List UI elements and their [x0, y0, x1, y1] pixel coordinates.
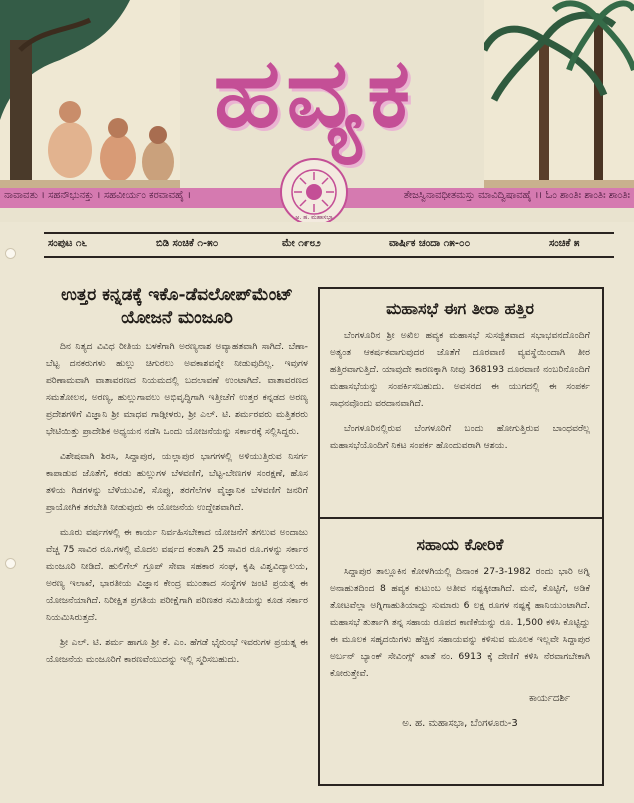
issue-info-bar — [44, 232, 614, 258]
subscription-label: ವಾರ್ಷಿಕ ಚಂದಾ ೧೫-೦೦ — [389, 238, 471, 249]
motto-left: ನಾವಾವತು । ಸಹನೌಭುನಕ್ತು । ಸಹವೀರ್ಯಂ ಕರವಾವಹೈ । — [4, 190, 192, 201]
issue-range-label: ಬಿಡಿ ಸಂಚಿಕೆ ೧-೫೦ — [156, 238, 219, 249]
help-appeal-notice — [330, 533, 590, 732]
article-paragraph: ಮೂರು ವರ್ಷಗಳಲ್ಲಿ ಈ ಕಾರ್ಯ ನಿರ್ವಹಿಸಬೇಕಾದ ಯೋಜನೆಗೆ ತಗಲುವ ಅಂದಾಜು ವೆಚ್ಚ 75 ಸಾವಿರ ರೂ.ಗಳಲ್ಲಿ ಮೊದಲ ವರ್ಷದ ಕಂತಾಗಿ 25 ಸಾವಿರ ರೂ.ಗಳನ್ನು ಸರ್ಕಾರ ಮಂಜೂರಿ ನೀಡಿದೆ. ಹುಲಿಗೆಲ್ ಗ್ರೂಪ್ ಸೇವಾ ಸಹಕಾರ ಸಂಘ, ಕೃಷಿ ವಿಶ್ವವಿದ್ಯಾಲಯ, ಅರಣ್ಯ ಇಲಾಖೆ, ಭಾರತೀಯ ವಿಜ್ಞಾನ ಕೇಂದ್ರ ಮುಂತಾದ ಸಂಸ್ಥೆಗಳ ಜಂಟಿ ಪ್ರಯತ್ನ ಈ ಯೋಜನೆಯಾಗಿದೆ. ನಿರೀಕ್ಷಿತ ಪ್ರಗತಿಯ ಪರೀಕ್ಷೆಗಾಗಿ ಪರಿಣತರ ಸಮಿತಿಯನ್ನು ಕೂಡ ಸರ್ಕಾರ ನಿಯಮಿಸಿರುತ್ತದೆ. — [46, 527, 308, 623]
mahasabha-emblem — [280, 158, 348, 222]
notice-paragraph: ಬೆಂಗಳೂರಿನ ಶ್ರೀ ಅಖಿಲ ಹವ್ಯಕ ಮಹಾಸಭೆ ಸುಸಜ್ಜಿತವಾದ ಸಭಾಭವನದೊಂದಿಗೆ ಅತ್ಯಂತ ಆಕರ್ಷಕವಾಗುವುದರ ಜೊತೆಗೆ ದೂರವಾಣಿ ವ್ಯವಸ್ಥೆಯಿಂದಾಗಿ ತೀರ ಹತ್ತಿರವಾಗುತ್ತಿದೆ. ಯಾವುದೇ ಕಾರಣಕ್ಕಾಗಿ ನೀವು 368193 ದೂರವಾಣಿ ನಂಬರಿನೊಂದಿಗೆ ಮಹಾಸಭೆಯನ್ನು ಸಂಪರ್ಕಿಸಬಹುದು. ಅವಸರದ ಈ ಯುಗದಲ್ಲಿ ಈ ಸಂಪರ್ಕ ಸಾಧನವೊಂದು ವರದಾನವಾಗಿದೆ. — [330, 330, 590, 409]
masthead-title: ಹವ್ಯಕ — [213, 36, 417, 149]
article-paragraph: ಶ್ರೀ ಎಲ್. ಟಿ. ಶರ್ಮ ಹಾಗೂ ಶ್ರೀ ಕೆ. ಎಂ. ಹೆಗಡೆ ಭೈರುಂಭೆ ಇವರುಗಳ ಪ್ರಯತ್ನ ಈ ಯೋಜನೆಯ ಮಂಜೂರಿಗೆ ಕಾರಣವೆಂಬುದನ್ನು ಇಲ್ಲಿ ಸ್ಮರಿಸಬಹುದು. — [46, 637, 308, 665]
coconut-palms-illustration — [484, 0, 634, 205]
eco-development-article — [46, 284, 308, 794]
motto-right: ತೇಜಸ್ವಿನಾವಧೀತಮಸ್ತು ಮಾವಿದ್ವಿಷಾವಹೈ ।। ಓಂ ಶಾಂತಿಃ ಶಾಂತಿಃ ಶಾಂತಿಃ — [403, 190, 630, 201]
appeal-paragraph: ಸಿದ್ದಾಪುರ ತಾಲ್ಲೂಕಿನ ಕೋಳಗಿಯಲ್ಲಿ ದಿನಾಂಕ 27-3-1982 ರಂದು ಭಾರಿ ಅಗ್ನಿ ಅನಾಹುತದಿಂದ 8 ಹವ್ಯಕ ಕುಟುಂಬ ಅತೀವ ನಷ್ಟಕ್ಕೀಡಾಗಿದೆ. ಮನೆ, ಕೊಟ್ಟಿಗೆ, ಅಡಿಕೆ ತೋಟವೆಲ್ಲಾ ಅಗ್ನಿಗಾಹುತಿಯಾದ್ದು ಸುಮಾರು 6 ಲಕ್ಷ ರೂಗಳ ನಷ್ಟಕ್ಕೆ ಹಾನಿಯುಂಟಾಗಿದೆ. ಮಹಾಸಭೆ ತುರ್ತಾಗಿ ತನ್ನ ಸಹಾಯ ರೂಪದ ಕಾಣಿಕೆಯನ್ನು ರೂ. 1,500 ಕಳಿಸಿ ಕೊಟ್ಟಿದ್ದು ಈ ಮೂಲಕ ಸಹೃದಯಿಗಳು ಹೆಚ್ಚಿನ ಸಹಾಯವನ್ನು ಕಳಿಸುವ ಮೂಲಕ ಇಲ್ಲವೇ ಸಿದ್ದಾಪುರ ಅರ್ಬನ್ ಬ್ಯಾಂಕ್ ಸೇವಿಂಗ್ಸ್ ಖಾತೆ ನಂ. 6913 ಕ್ಕೆ ದೇಣಿಗೆ ಕಳಿಸಿ ನೆರವಾಗಬೇಕಾಗಿ ಕೋರುತ್ತೇವೆ. — [330, 566, 590, 679]
binder-hole — [5, 558, 16, 569]
article-paragraph: ದಿನ ನಿತ್ಯದ ವಿವಿಧ ರೀತಿಯ ಬಳಕೆಗಾಗಿ ಅರಣ್ಯನಾಶ ಅವ್ಯಾಹತವಾಗಿ ಸಾಗಿದೆ. ಬೆಣಾ-ಬೆಟ್ಟ ದನಕರುಗಳು ಹುಲ್ಲು ಚಿಗುರಲು ಅವಕಾಶವನ್ನೇ ನೀಡುವುದಿಲ್ಲ. ಇವುಗಳ ಪರಿಣಾಮವಾಗಿ ವಾತಾವರಣದ ನಿಯಮದಲ್ಲಿ ಬದಲಾವಣೆ ಉಂಟಾಗಿದೆ. ವಾತಾವರಣದ ಸಮತೋಲನ, ಅರಣ್ಯ, ಹುಲ್ಲುಗಾವಲು ಅಭಿವೃದ್ಧಿಗಾಗಿ ಇತ್ತೀಚೆಗೆ ಉತ್ತರ ಕನ್ನಡದ ಅರಣ್ಯ ಪ್ರದೇಶಗಳಿಗೆ ವಿಜ್ಞಾನಿ ಶ್ರೀ ಮಾಧವ ಗಾಡ್ಗೀಳರು, ಶ್ರೀ ಎಲ್. ಟಿ. ಶರ್ಮರವರು ಮತ್ತಿತರರು ಭೇಟಿಯಿತ್ತು ಪ್ರಾದೇಶಿಕ ಅಧ್ಯಯನ ನಡೆಸಿ ಒಂದು ಯೋಜನೆಯನ್ನು ಸರ್ಕಾರಕ್ಕೆ ಸಲ್ಲಿಸಿದ್ದರು. — [46, 341, 308, 437]
section-divider — [320, 517, 602, 519]
notice-headline: ಮಹಾಸಭೆ ಈಗ ತೀರಾ ಹತ್ತಿರ — [386, 299, 534, 318]
signature-role: ಕಾರ್ಯದರ್ಶಿ — [528, 693, 570, 704]
emblem-icon — [282, 160, 346, 222]
appeal-headline: ಸಹಾಯ ಕೋರಿಕೆ — [416, 535, 504, 554]
date-label: ಮೇ ೧೯೮೨ — [282, 238, 321, 249]
article-paragraph: ವಿಶೇಷವಾಗಿ ಶಿರಸಿ, ಸಿದ್ದಾಪುರ, ಯಲ್ಲಾಪುರ ಭಾಗಗಳಲ್ಲಿ ಅಳಿಯುತ್ತಿರುವ ನಿಸರ್ಗ ಕಾಪಾಡುವ ಜೊತೆಗೆ, ಕರಡು ಹುಲ್ಲುಗಳ ಬೆಳವಣಿಗೆ, ಬೆಟ್ಟ-ಬೇಣಗಳ ಸಂರಕ್ಷಣೆ, ಹೊಸ ತಳಿಯ ಗಿಡಗಳನ್ನು ಬೆಳೆಯುವಿಕೆ, ಸೊಪ್ಪು, ತರಗೆಲೆಗಳ ವೈಜ್ಞಾನಿಕ ಬೆಳವಣಿಗೆ ಜನರಿಗೆ ಪ್ರಾಯೋಗಿಕ ತರಬೇತಿ ನೀಡುವುದು ಈ ಯೋಜನೆಯ ಉದ್ದೇಶವಾಗಿದೆ. — [46, 451, 308, 513]
volume-label: ಸಂಪುಟ ೧೬ — [48, 238, 88, 249]
masthead — [0, 0, 634, 222]
issue-number-label: ಸಂಚಿಕೆ ೫ — [549, 238, 580, 249]
article-headline: ಉತ್ತರ ಕನ್ನಡಕ್ಕೆ ಇಕೊ-ಡೆವಲೋಪ್‌ಮೆಂಟ್ ಯೋಜನೆ ಮಂಜೂರಿ — [61, 285, 293, 328]
notice-paragraph: ಬೆಂಗಳೂರಿನಲ್ಲಿರುವ ಬೆಂಗಳೂರಿಗೆ ಬಂದು ಹೋಗುತ್ತಿರುವ ಬಾಂಧವರೆಲ್ಲ ಮಹಾಸಭೆಯೊಂದಿಗೆ ನಿಕಟ ಸಂಪರ್ಕ ಹೊಂದುವರಾಗಿ ಆಶಯ. — [330, 423, 590, 451]
emblem-label: ಅ. ಹ. ಮಹಾಸಭಾ — [295, 214, 333, 221]
notices-box — [318, 287, 604, 786]
signature-org: ಅ. ಹ. ಮಹಾಸಭಾ, ಬೆಂಗಳೂರು-3 — [402, 718, 518, 729]
mahasabha-near-notice — [330, 297, 590, 462]
binder-hole — [5, 248, 16, 259]
